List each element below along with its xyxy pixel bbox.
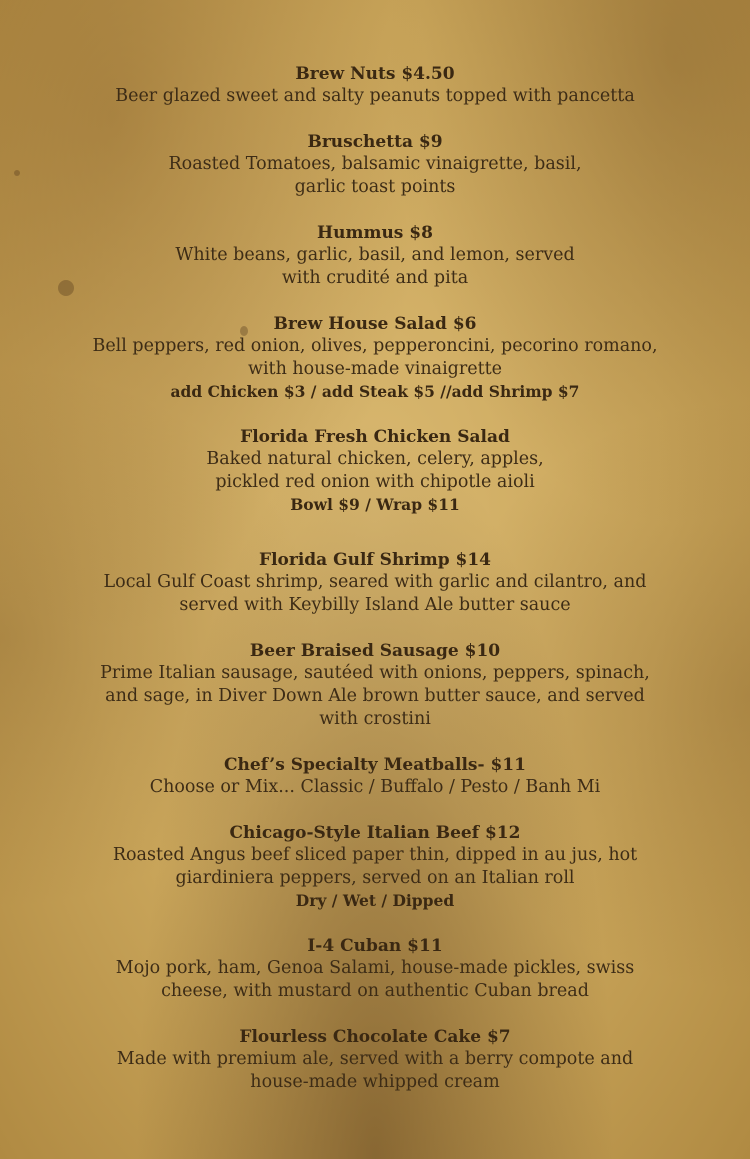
item-description: with house-made vinaigrette xyxy=(247,359,503,379)
item-title: I-4 Cuban $11 xyxy=(307,936,443,956)
menu-item xyxy=(0,754,750,799)
item-description: White beans, garlic, basil, and lemon, served xyxy=(175,245,575,265)
item-options: Dry / Wet / Dipped xyxy=(295,891,455,910)
item-title: Brew House Salad $6 xyxy=(273,314,477,334)
item-title: Beer Braised Sausage $10 xyxy=(249,641,501,661)
item-description: Beer glazed sweet and salty peanuts topped with pancetta xyxy=(115,86,635,106)
menu-item xyxy=(0,549,750,617)
item-options: add Chicken $3 / add Steak $5 //add Shrimp $7 xyxy=(170,382,580,401)
item-description: Baked natural chicken, celery, apples, xyxy=(206,449,544,469)
item-description: Made with premium ale, served with a berry compote and xyxy=(116,1049,634,1069)
item-title: Florida Gulf Shrimp $14 xyxy=(259,550,491,570)
item-description: garlic toast points xyxy=(294,177,456,197)
item-title: Flourless Chocolate Cake $7 xyxy=(239,1027,511,1047)
menu-item xyxy=(0,1026,750,1094)
item-description: with crudité and pita xyxy=(281,268,469,288)
item-options: Bowl $9 / Wrap $11 xyxy=(290,495,460,514)
menu-list xyxy=(0,63,750,1094)
item-title: Hummus $8 xyxy=(317,223,433,243)
menu-item xyxy=(0,63,750,108)
item-description: Prime Italian sausage, sautéed with onions, peppers, spinach, xyxy=(100,663,650,683)
item-description: served with Keybilly Island Ale butter sauce xyxy=(179,595,571,615)
item-title: Chef’s Specialty Meatballs- $11 xyxy=(224,755,526,775)
item-description: and sage, in Diver Down Ale brown butter sauce, and served xyxy=(105,686,645,706)
item-title: Bruschetta $9 xyxy=(307,132,443,152)
menu-item xyxy=(0,935,750,1003)
item-title: Florida Fresh Chicken Salad xyxy=(240,427,510,447)
item-description: Choose or Mix... Classic / Buffalo / Pesto / Banh Mi xyxy=(149,777,601,797)
item-description: pickled red onion with chipotle aioli xyxy=(215,472,535,492)
item-title: Brew Nuts $4.50 xyxy=(295,64,455,84)
item-description: cheese, with mustard on authentic Cuban bread xyxy=(161,981,589,1001)
menu-item xyxy=(0,426,750,516)
item-description: house-made whipped cream xyxy=(250,1072,500,1092)
item-description: Roasted Tomatoes, balsamic vinaigrette, basil, xyxy=(168,154,582,174)
item-description: Local Gulf Coast shrimp, seared with garlic and cilantro, and xyxy=(103,572,647,592)
menu-item xyxy=(0,640,750,731)
menu-item xyxy=(0,131,750,199)
item-description: Roasted Angus beef sliced paper thin, dipped in au jus, hot xyxy=(112,845,638,865)
menu-item xyxy=(0,822,750,912)
menu-item xyxy=(0,222,750,290)
item-description: Mojo pork, ham, Genoa Salami, house-made pickles, swiss xyxy=(115,958,635,978)
item-title: Chicago-Style Italian Beef $12 xyxy=(229,823,521,843)
item-description: Bell peppers, red onion, olives, pepperoncini, pecorino romano, xyxy=(92,336,658,356)
item-description: with crostini xyxy=(319,709,431,729)
item-description: giardiniera peppers, served on an Italian roll xyxy=(175,868,575,888)
menu-item xyxy=(0,313,750,403)
